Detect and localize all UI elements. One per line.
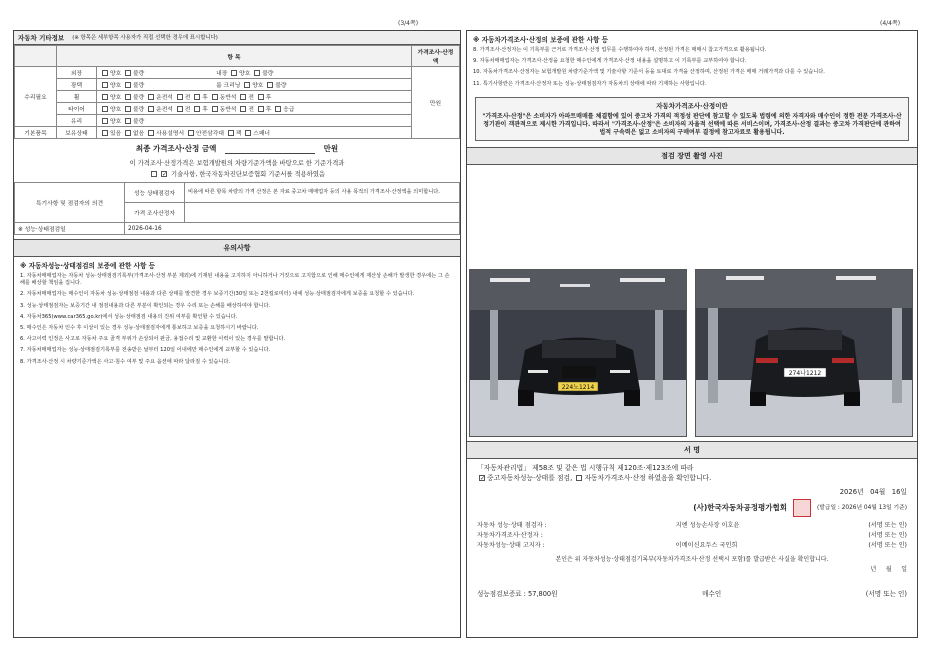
- opt-label: 전: [248, 107, 254, 113]
- price-notice-text: "가격조사·산정"은 소비자가 아파트매매를 체결함에 있어 중고차 가격의 적정성 판단에 참고할 수 있도록 법령에 의한 자격자와 매수인이 정한 전문 가격조사·산정기관이 객관적으로 제시한 가격입니다. 따라서 "가격조사·산정"은 소비자의 자율적 선택에 따른 서비스이며, 가격조사·산정 결과는 중고차 가격판단에 관하여 법적 구속력은 없고 소비자의 구매여부 결정에 참고자료로 활용됩니다.: [482, 112, 902, 136]
- row-label-tire: 타이어: [57, 103, 97, 115]
- signer-sign[interactable]: (서명 또는 인): [868, 532, 907, 539]
- row-label-wheel: 휠: [57, 91, 97, 103]
- opt-label: 응급: [283, 107, 295, 113]
- opt-label: 불량: [262, 71, 274, 77]
- row-options-wheel: [97, 91, 412, 103]
- vehicle-other-title: 자동차 기타정보: [18, 34, 65, 42]
- opt-label: 전: [184, 95, 191, 101]
- checkbox[interactable]: [228, 130, 234, 136]
- signature-line2-prefix: 중고자동차성능·상태를 점검,: [487, 474, 573, 482]
- checkbox[interactable]: [125, 130, 131, 136]
- inspection-date-value: 2026-04-16: [125, 223, 460, 235]
- notice-title: 유의사항: [14, 239, 460, 257]
- vehicle-other-table: [14, 45, 460, 139]
- ymd-month: 월: [885, 566, 892, 573]
- opt-label: 스패너: [253, 131, 271, 137]
- opt-label: 불량: [133, 107, 145, 113]
- notice-item: 5. 매수인은 자동차 인수 후 이상이 있는 경우 성능·상태점검자에게 통보하고 보증을 요청하시기 바랍니다.: [20, 325, 259, 332]
- checkbox[interactable]: [102, 94, 108, 100]
- right-item: 9. 자동차매매업자는 가격조사·산정을 요청한 매수인에게 가격조사·산정 내용을 설명하고 이 기록부를 교부하여야 합니다.: [473, 58, 747, 65]
- opt-label: 후: [265, 107, 272, 113]
- opinion-inspector: 성능 상태점검자: [125, 183, 185, 203]
- checkbox[interactable]: [194, 94, 200, 100]
- org-row: [477, 499, 907, 517]
- price-notice-title: 자동차가격조사·산정이란: [656, 101, 728, 110]
- receipt-text: 본인은 위 자동차성능·상태점검기록부(자동차가격조사·산정 선택시 포함)를 발급받은 사실을 확인합니다.: [555, 556, 829, 563]
- notice-body: [14, 257, 460, 373]
- checkbox[interactable]: [240, 94, 246, 100]
- row-label-exterior: 외장: [57, 67, 97, 79]
- notice-item: 4. 자동차365(www.car365.go.kr)에서 성능·상태점검 내용의 진위 여부를 확인할 수 있습니다.: [20, 313, 238, 320]
- front-plate: 224노1214: [561, 384, 595, 391]
- signer-value: 지엔 성능손사장 이호윤: [675, 522, 740, 529]
- checkbox[interactable]: [102, 70, 108, 76]
- opt-label: 잭: [235, 131, 242, 137]
- fee-label: 성능점검보증료 :: [477, 590, 526, 598]
- receipt-date: [477, 565, 907, 575]
- notice-item: 6. 사고이력 인정은 사고로 자동차 주요 골격 부위가 손상되어 판금, 용접수리 및 교환한 이력이 있는 경우를 말합니다.: [20, 336, 286, 343]
- basic-options: [97, 127, 412, 139]
- signature-date: [477, 487, 907, 497]
- rear-car-image: [696, 270, 913, 437]
- row-options-exterior: [97, 67, 412, 79]
- checkbox[interactable]: [148, 130, 154, 136]
- checkbox[interactable]: [125, 70, 131, 76]
- opt-label: 후: [202, 95, 208, 101]
- item-header: 항 목: [57, 46, 412, 67]
- front-photo: [469, 269, 687, 437]
- opt-label: 불량: [133, 71, 145, 77]
- rear-photo: [695, 269, 913, 437]
- checkbox[interactable]: [245, 130, 251, 136]
- ymd-day: 일: [901, 566, 907, 573]
- checkbox[interactable]: [125, 94, 131, 100]
- repair-label: 수리필요: [15, 67, 57, 127]
- page-number-right: (4/4쪽): [880, 20, 901, 27]
- date-month: 04월: [870, 488, 886, 496]
- checkbox[interactable]: [148, 106, 154, 112]
- ymd-year: 년: [870, 566, 877, 573]
- final-price-row: [14, 139, 460, 156]
- opt-label: 양호: [110, 107, 122, 113]
- checkbox[interactable]: [231, 70, 237, 76]
- opt-label: 운전석: [156, 95, 173, 101]
- opt-label: 불량: [133, 95, 145, 101]
- opt-label: 후: [202, 107, 208, 113]
- notice-item: 8. 가격조사·산정 시 차량기준가액은 사고·침수 여부 및 주요 옵션에 따라 달라질 수 있습니다.: [20, 358, 231, 365]
- page-number-left: (3/4쪽): [398, 20, 419, 27]
- signature-line2-suffix: 자동차가격조사·산정 하였음을 확인합니다.: [584, 474, 712, 482]
- checkbox[interactable]: [102, 82, 108, 88]
- opt-label: 전: [184, 107, 191, 113]
- signature-section: [467, 441, 917, 603]
- checkbox[interactable]: [254, 70, 260, 76]
- final-price-label: 최종 가격조사·산정 금액: [135, 144, 217, 153]
- checkbox[interactable]: [194, 106, 200, 112]
- checkbox[interactable]: [125, 118, 131, 124]
- opt-label: 불량: [133, 83, 145, 89]
- checkbox[interactable]: [177, 106, 183, 112]
- opt-label: 사용설명서: [156, 131, 185, 137]
- photo-title: 점검 장면 촬영 사진: [467, 147, 917, 165]
- row-options-glass: [97, 115, 412, 127]
- basic-label: 기본품목: [15, 127, 57, 139]
- notice-item: 2. 자동차매매업자는 매수인이 자동차 성능·상태점검 내용과 다른 상태를 발견한 경우 보증기간(30일 또는 2천킬로미터) 내에 성능·상태점검자에게 보증을 요청할 수 있습니다.: [20, 291, 415, 298]
- checkbox-checked[interactable]: [161, 171, 167, 177]
- buyer-sign[interactable]: (서명 또는 인): [865, 590, 907, 598]
- opt-label: 없음: [133, 131, 145, 137]
- final-price-unit: 만원: [323, 144, 339, 153]
- org-name: (사)한국자동차공정평가협회: [693, 503, 787, 512]
- opinion-price-value[interactable]: [185, 203, 460, 223]
- opinion-label: 특기사항 및 점검자의 의견: [15, 183, 125, 223]
- opt-label: 양호: [239, 71, 251, 77]
- final-price-input[interactable]: [225, 144, 315, 154]
- basic-sub: 보유상태: [57, 127, 97, 139]
- row-label-room-cleaning: 룸 크리닝: [216, 83, 241, 89]
- checkbox[interactable]: [212, 106, 218, 112]
- price-header: 가격조사·산정액: [412, 46, 460, 67]
- checkbox-checked[interactable]: [479, 475, 485, 481]
- opt-label: 불량: [275, 83, 287, 89]
- signature-title: 서 명: [467, 441, 917, 459]
- signer-label: 자동차가격조사·산정자 :: [477, 532, 543, 539]
- date-day: 16일: [891, 488, 907, 496]
- checkbox[interactable]: [125, 106, 131, 112]
- checkbox[interactable]: [125, 82, 131, 88]
- checkbox[interactable]: [576, 475, 582, 481]
- signer-value: 이메이신요두스 국인희: [675, 542, 738, 549]
- checkbox[interactable]: [102, 118, 108, 124]
- rear-plate: 274나1212: [788, 370, 822, 377]
- notice-item: 1. 자동차매매업자는 자동차 성능·상태점검기록부(가격조사·산정 부분 제외)에 기재된 내용을 고지하지 아니하거나 거짓으로 고지함으로 인해 매수인에게 재산상 손해가 발생한 경우에는 그 손해를 배상할 책임을 집니다.: [20, 273, 450, 287]
- signer-row: [477, 521, 907, 531]
- checkbox[interactable]: [177, 94, 183, 100]
- opt-label: 전: [248, 95, 254, 101]
- checkbox[interactable]: [148, 94, 154, 100]
- fee-value: 57,800원: [528, 590, 558, 598]
- opt-label: 양호: [110, 83, 122, 89]
- price-note-line1: 이 가격조사·산정가격은 보험개발원의 차량기준가액을 바탕으로 한 기준가격과: [129, 160, 345, 167]
- inspection-date-label: ※ 성능·상태점검일: [15, 223, 125, 235]
- opt-label: 양호: [110, 95, 122, 101]
- signer-row: [477, 531, 907, 541]
- opinion-price: 가격 조사산정자: [125, 203, 185, 223]
- checkbox[interactable]: [151, 171, 157, 177]
- opt-label: 있음: [110, 131, 122, 137]
- right-page: [466, 30, 918, 638]
- price-unit: 만원: [412, 67, 460, 139]
- front-car-image: [470, 270, 687, 437]
- org-stamp-icon: [793, 499, 811, 517]
- signer-list: [477, 521, 907, 551]
- signature-line2: [477, 473, 907, 483]
- opinion-text: 비용에 따른 항목 차량의 가격 산정은 본 자료 중고차 매매업자 등의 사용 목적의 가격조사·산정액을 의미합니다.: [185, 183, 460, 203]
- opt-label: 후: [265, 95, 272, 101]
- checkbox[interactable]: [267, 82, 273, 88]
- opinion-table: [14, 182, 460, 235]
- buyer-label: 매수인: [702, 590, 722, 598]
- row-options-gloss: [97, 79, 412, 91]
- left-page: [13, 30, 461, 638]
- notice-heading: ※ 자동차성능·상태점검의 보증에 관한 사항 등: [20, 262, 156, 270]
- checkbox[interactable]: [240, 106, 246, 112]
- opt-label: 운전석: [156, 107, 173, 113]
- signer-label: 자동차성능·상태 고지자 :: [477, 542, 545, 549]
- price-note-line2: [14, 169, 460, 182]
- price-note-line2-text: 기술사항, 한국자동차진단보증협회 기준서를 적용하였음: [171, 171, 325, 178]
- signer-sign[interactable]: (서명 또는 인): [868, 522, 907, 529]
- issue-date: (발급일 : 2026년 04월 13일 기준): [817, 505, 907, 511]
- signature-body: [467, 459, 917, 603]
- checkbox[interactable]: [188, 130, 194, 136]
- opt-label: 양호: [252, 83, 264, 89]
- checkbox[interactable]: [102, 106, 108, 112]
- checkbox[interactable]: [258, 94, 264, 100]
- price-notice-box: [475, 97, 909, 141]
- signature-line1: 「자동차관리법」 제58조 및 같은 법 시행규칙 제120조·제123조에 따라: [477, 464, 694, 472]
- vehicle-other-header: [14, 31, 460, 45]
- row-options-tire: [97, 103, 412, 115]
- date-year: 2026년: [839, 488, 864, 496]
- opt-label: 동반석: [219, 95, 237, 101]
- row-label-gloss: 광택: [57, 79, 97, 91]
- signer-row: [477, 541, 907, 551]
- checkbox[interactable]: [102, 130, 108, 136]
- right-guarantee: [467, 31, 917, 95]
- opt-label: 양호: [110, 119, 122, 125]
- checkbox[interactable]: [212, 94, 218, 100]
- signer-label: 자동차 성능·상태 점검자 :: [477, 522, 547, 529]
- right-heading: ※ 자동차가격조사·산정의 보증에 관한 사항 등: [473, 36, 609, 44]
- opt-label: 양호: [110, 71, 122, 77]
- opt-label: 안전삼각대: [195, 131, 224, 137]
- fee-row: [477, 589, 907, 599]
- signer-sign[interactable]: (서명 또는 인): [868, 542, 907, 549]
- right-item: 10. 자동차가격조사·산정자는 보험개발원 차량기준가액 및 기술사항 기준서 등을 토대로 가격을 산정하며, 산정된 가격은 매매 거래가격과 다를 수 있습니다.: [473, 69, 825, 76]
- vehicle-other-subtitle: (※ 항목은 세부항목 사용자가 직접 선택한 경우에 표시합니다): [72, 35, 218, 41]
- row-label-glass: 유리: [57, 115, 97, 127]
- right-item: 11. 특기사항란은 가격조사·산정자 또는 성능·상태점검자가 자동차의 상태에 따라 기재하는 사항입니다.: [473, 80, 707, 87]
- checkbox[interactable]: [258, 106, 264, 112]
- opt-label: 동반석: [219, 107, 237, 113]
- opt-label: 불량: [133, 119, 145, 125]
- fee-block: [477, 589, 557, 599]
- notice-item: 7. 자동차매매업자는 성능·상태점검기록부를 전송받은 날부터 120일 이내에만 매수인에게 교부할 수 있습니다.: [20, 347, 271, 354]
- checkbox[interactable]: [275, 106, 281, 112]
- row-label-interior: 내장: [216, 71, 228, 77]
- notice-item: 3. 성능·상태점검자는 보증기간 내 점검내용과 다른 부분이 확인되는 경우 수리 또는 손해를 배상하여야 합니다.: [20, 302, 271, 309]
- checkbox[interactable]: [244, 82, 250, 88]
- right-item: 8. 가격조사·산정자는 이 기록부를 근거로 가격조사·산정 업무를 수행하여야 하며, 산정된 가격은 매매시 참고가격으로 활용됩니다.: [473, 47, 767, 53]
